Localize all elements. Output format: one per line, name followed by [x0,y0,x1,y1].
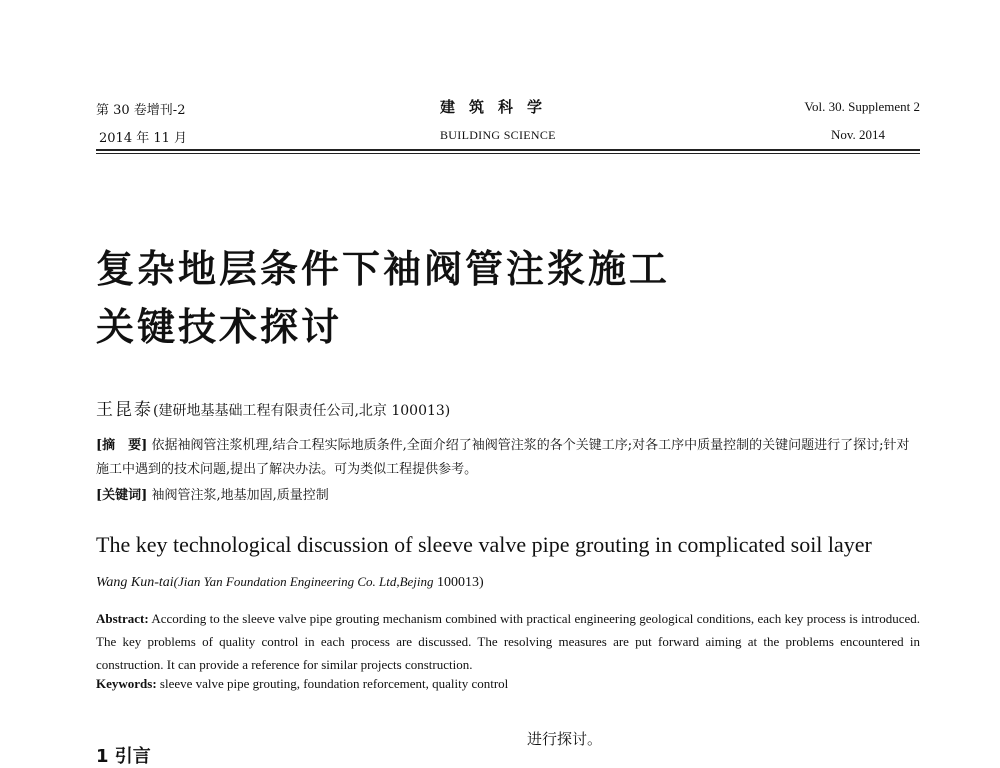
abstract-cn [96,434,920,482]
author-cn [96,395,450,420]
abstract-cn-label: [摘 要] [96,438,148,453]
abstract-en [96,607,920,676]
date-en: Nov. 2014 [830,127,885,142]
author-cn-name: 王昆泰 [96,400,153,420]
volume-cn: 第 30 卷增刊-2 [96,103,186,118]
author-en [96,574,484,591]
title-cn-line2: 关键技术探讨 [96,305,343,349]
abstract-en-text: According to the sleeve valve pipe grouting mechanism combined with practical engineering geological conditions, each key process is introduced. The key problems of quality control in each process are discussed. The resolving measures are put forward aiming at the problems encountered in construction. It can provide a reference for similar projects construction. [96,611,920,672]
abstract-en-label: Abstract: [96,611,149,626]
abstract-cn-text: 依据袖阀管注浆机理,结合工程实际地质条件,全面介绍了袖阀管注浆的各个关键工序;对各工序中质量控制的关键问题进行了探讨;针对施工中遇到的技术问题,提出了解决办法。可为类似工程提供参考。 [96,438,910,477]
volume-en: Vol. 30. Supplement 2 [804,99,920,114]
journal-name-en: BUILDING SCIENCE [440,128,556,142]
title-cn-line1: 复杂地层条件下袖阀管注浆施工 [96,247,671,291]
author-en-postcode: 100013) [437,575,484,590]
author-cn-affiliation: (建研地基基础工程有限责任公司,北京 100013) [153,403,451,419]
date-cn: 2014 年 11 月 [99,131,188,146]
paper-title-cn [96,240,670,356]
section-1-heading: 1 引言 [96,746,151,767]
journal-name-cn: 建筑科学 [440,98,557,116]
keywords-cn-text: 袖阀管注浆,地基加固,质量控制 [151,488,329,503]
header-rule-thick [96,149,920,151]
author-en-name: Wang Kun-tai [96,575,174,590]
keywords-en [96,676,508,692]
author-en-affiliation: (Jian Yan Foundation Engineering Co. Ltd,Bejing [173,574,434,589]
paper-title-en: The key technological discussion of sleeve valve pipe grouting in complicated soil layer [96,532,872,557]
keywords-cn-label: [关键词] [96,488,148,503]
keywords-cn [96,484,329,503]
header-rule-thin [96,153,920,154]
keywords-en-text: sleeve valve pipe grouting, foundation reforcement, quality control [159,676,509,691]
keywords-en-label: Keywords: [96,676,157,691]
body-right-column-text: 进行探讨。 [527,730,603,748]
